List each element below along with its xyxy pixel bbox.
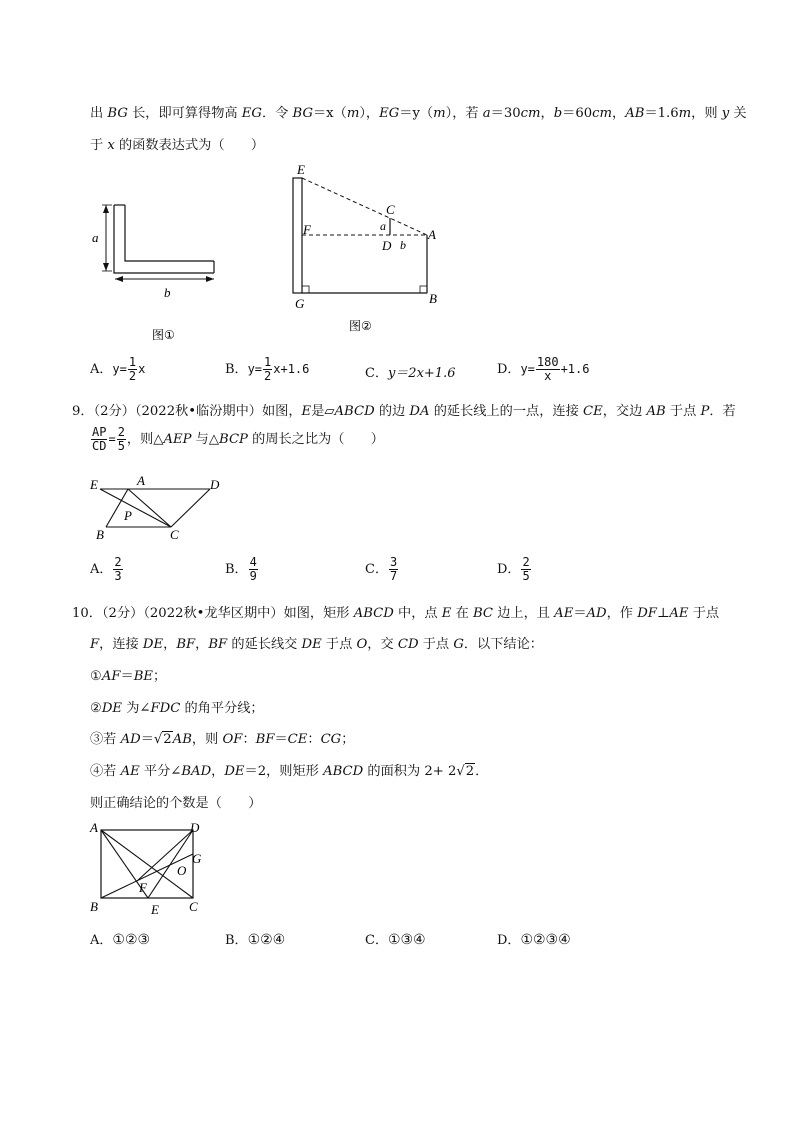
q10-conclusion-2: ②DE 为∠FDC 的角平分线；	[90, 701, 264, 716]
q8-option-a[interactable]: A．y= $\frac{1}{2}$ x	[90, 355, 146, 383]
svg-text:G: G	[295, 296, 305, 311]
svg-text:B: B	[96, 527, 104, 542]
q9-text-line-2: $\frac{AP}{CD}$ = $\frac{2}{5}$ ，则△AEP 与△BCP 的周长之比为（ ）	[92, 425, 384, 453]
q9-option-a[interactable]: A． $\frac{2}{3}$	[90, 555, 122, 583]
q10-conclusion-3: ③若 AD＝√2AB，则 OF：BF＝CE：CG；	[90, 732, 355, 747]
svg-text:E: E	[90, 477, 98, 492]
fig2-caption: 图②	[349, 319, 372, 333]
svg-text:A: A	[137, 473, 145, 488]
svg-text:B: B	[90, 899, 98, 914]
svg-text:B: B	[429, 291, 437, 306]
svg-text:A: A	[90, 820, 98, 835]
q9-option-b[interactable]: B． $\frac{4}{9}$	[225, 555, 257, 583]
q10-conclusion-4: ④若 AE 平分∠BAD，DE＝2，则矩形 ABCD 的面积为 2+ 2√2．	[90, 764, 489, 779]
fig2-pole	[293, 178, 302, 293]
q9-text-line-1: 9．（2分）（2022秋•临汾期中）如图，E是▱ABCD 的边 DA 的延长线上的一点，连接 CE，交边 AB 于点 P．若	[72, 404, 736, 419]
q8-text-line-2: 于 x 的函数表达式为（ ）	[90, 138, 265, 153]
svg-text:C: C	[386, 202, 395, 217]
q10-option-d[interactable]: D．①②③④	[497, 932, 571, 948]
svg-text:P: P	[124, 508, 132, 523]
q10-text-line-2: F，连接 DE，BF，BF 的延长线交 DE 于点 O，交 CD 于点 G．以下结论：	[90, 637, 543, 652]
svg-text:G: G	[192, 851, 202, 866]
svg-text:F: F	[303, 222, 311, 237]
svg-text:a: a	[380, 219, 386, 233]
fig1-outer-edge	[114, 205, 214, 273]
fig1-inner-edge	[125, 205, 214, 261]
q8-option-d[interactable]: D．y= $\frac{180}{x}$ +1.6	[497, 355, 590, 383]
q8-option-c[interactable]: C．y＝2x+1.6	[365, 366, 456, 381]
q10-question: 则正确结论的个数是（ ）	[90, 796, 262, 811]
q9-figure	[88, 472, 228, 546]
svg-text:O: O	[177, 863, 187, 878]
svg-text:D: D	[382, 238, 392, 253]
fig1-label-a: a	[92, 230, 99, 245]
fig1-caption: 图①	[152, 328, 175, 342]
svg-text:D: D	[190, 820, 200, 835]
svg-text:F: F	[139, 880, 147, 895]
q10-option-b[interactable]: B．①②④	[225, 932, 286, 948]
q10-conclusion-1: ①AF＝BE；	[90, 669, 167, 684]
svg-text:E: E	[151, 902, 159, 917]
q10-option-a[interactable]: A．①②③	[90, 932, 151, 948]
fig1-label-b: b	[164, 285, 171, 300]
q10-option-c[interactable]: C．①③④	[365, 932, 426, 948]
q8-figure-2	[285, 158, 455, 338]
svg-text:E: E	[297, 162, 305, 177]
q10-text-line-1: 10．（2分）（2022秋•龙华区期中）如图，矩形 ABCD 中，点 E 在 BC 边上，且 AE＝AD，作 DF⊥AE 于点	[72, 606, 720, 621]
svg-text:C: C	[189, 899, 198, 914]
q9-option-c[interactable]: C． $\frac{3}{7}$	[365, 555, 398, 583]
q10-figure	[88, 818, 213, 918]
q9-option-d[interactable]: D． $\frac{2}{5}$	[497, 555, 530, 583]
q8-text-line-1: 出 BG 长，即可算得物高 EG．令 BG＝x（m），EG＝y（m），若 a＝30cm，b＝60cm，AB＝1.6m，则 y 关	[90, 106, 747, 121]
svg-text:C: C	[170, 527, 179, 542]
svg-text:A: A	[428, 227, 436, 242]
q8-option-b[interactable]: B．y= $\frac{1}{2}$ x+1.6	[225, 355, 310, 383]
svg-text:b: b	[400, 238, 406, 252]
svg-text:D: D	[210, 477, 220, 492]
q8-figure-1	[88, 195, 228, 350]
